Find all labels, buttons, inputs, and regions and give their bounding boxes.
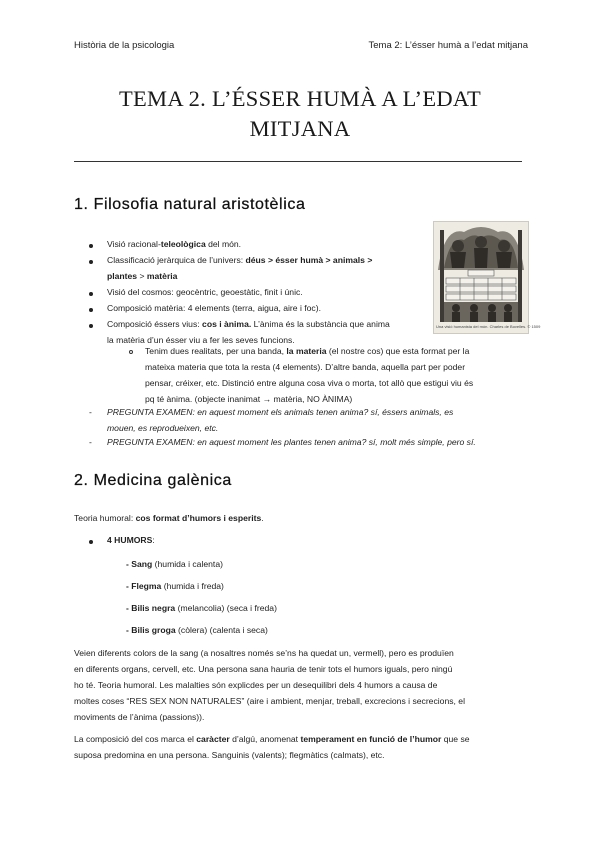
paragraph-line: moviments de l’ànima (passions)). [74, 712, 205, 722]
running-header-right: Tema 2: L’ésser humà a l’edat mitjana [368, 40, 528, 51]
paragraph-line: Veien diferents colors de la sang (a nosaltres només se’ns ha quedat un, vermell), pero es produïen [74, 648, 454, 658]
list-item-composicio: Composició éssers vius: cos i ànima. L’ànima és la substància que anima [107, 319, 390, 329]
humors-label: 4 HUMORS: [107, 535, 155, 545]
sub-item-line-2: mateixa materia que tota la resta (4 elements). D’altre banda, aquella part per poder [145, 362, 466, 372]
page-title-line-2: MITJANA [249, 116, 351, 141]
humor-item: - Flegma (humida i freda) [126, 581, 224, 591]
figure-caption: Una visió humanista del món. Charles de Bovelles. © 1509 [436, 324, 541, 329]
dash-marker: - [89, 437, 92, 447]
list-item-materia: Composició matèria: 4 elements (terra, aigua, aire i foc). [107, 303, 321, 313]
list-item-composicio-cont: la matèria d’un ésser viu a fer les seves funcions. [107, 335, 295, 345]
humor-item: - Bilis groga (còlera) (calenta i seca) [126, 625, 268, 635]
sub-item-line-4: pq té ànima. (objecte inanimat → matèria, NO ÀNIMA) [145, 394, 353, 404]
exam-question-plants: PREGUNTA EXAMEN: en aquest moment les plantes tenen anima? sí, molt més simple, pero sí. [107, 437, 476, 447]
paragraph-line: ho té. Teoria humoral. Les malalties són explicdes per un desequilibri dels 4 humors a causa de [74, 680, 438, 690]
paragraph-line: moltes coses “RES SEX NON NATURALES” (aire i ambient, menjar, treball, excrecions i secrecions, el [74, 696, 465, 706]
humoral-theory-intro: Teoria humoral: cos format d’humors i esperits. [74, 513, 264, 523]
bullet-dot [89, 324, 93, 328]
humor-item: - Sang (humida i calenta) [126, 559, 223, 569]
list-item-classificacio-cont: plantes > matèria [107, 271, 178, 281]
paragraph-line: en diferents organs, cervell, etc. Una persona sana hauria de tenir tots el humors iguals, pero ningú [74, 664, 453, 674]
running-header-left: Història de la psicologia [74, 40, 175, 51]
bullet-dot [89, 292, 93, 296]
page-title-line-1: TEMA 2. L’ÉSSER HUMÀ A L’EDAT [118, 86, 482, 111]
sub-item-line-1: Tenim dues realitats, per una banda, la materia (el nostre cos) que esta format per la [145, 346, 470, 356]
exam-question-animals: PREGUNTA EXAMEN: en aquest moment els animals tenen anima? sí, éssers animals, es [107, 407, 454, 417]
list-item-vision-racional: Visió racional-teleològica del món. [107, 239, 242, 249]
title-divider [74, 161, 522, 162]
list-item-cosmos: Visió del cosmos: geocèntric, geoestàtic, finit i únic. [107, 287, 303, 297]
temperament-paragraph-line-2: suposa predomina en una persona. Sanguinis (valents); flegmàtics (calmats), etc. [74, 750, 385, 760]
list-item-classificacio: Classificació jeràrquica de l’univers: déus > ésser humà > animals > [107, 255, 373, 265]
bullet-dot [89, 244, 93, 248]
page-title [74, 84, 526, 144]
section-2-heading: 2. Medicina galènica [74, 472, 232, 489]
bovelles-engraving-image [433, 221, 541, 334]
exam-question-animals-cont: mouen, es reprodueixen, etc. [107, 423, 219, 433]
humor-item: - Bilis negra (melancolia) (seca i freda) [126, 603, 277, 613]
bullet-dot [89, 260, 93, 264]
sub-item-line-3: pensar, créixer, etc. Distinció entre alguna cosa viva o morta, tot allò que estigui viu és [145, 378, 474, 388]
sub-bullet-circle [129, 350, 133, 354]
bullet-dot [89, 540, 93, 544]
temperament-paragraph-line-1: La composició del cos marca el caràcter d’algú, anomenat temperament en funció de l’humor que se [74, 734, 470, 744]
section-1-heading: 1. Filosofia natural aristotèlica [74, 196, 306, 213]
bullet-dot [89, 308, 93, 312]
dash-marker: - [89, 407, 92, 417]
